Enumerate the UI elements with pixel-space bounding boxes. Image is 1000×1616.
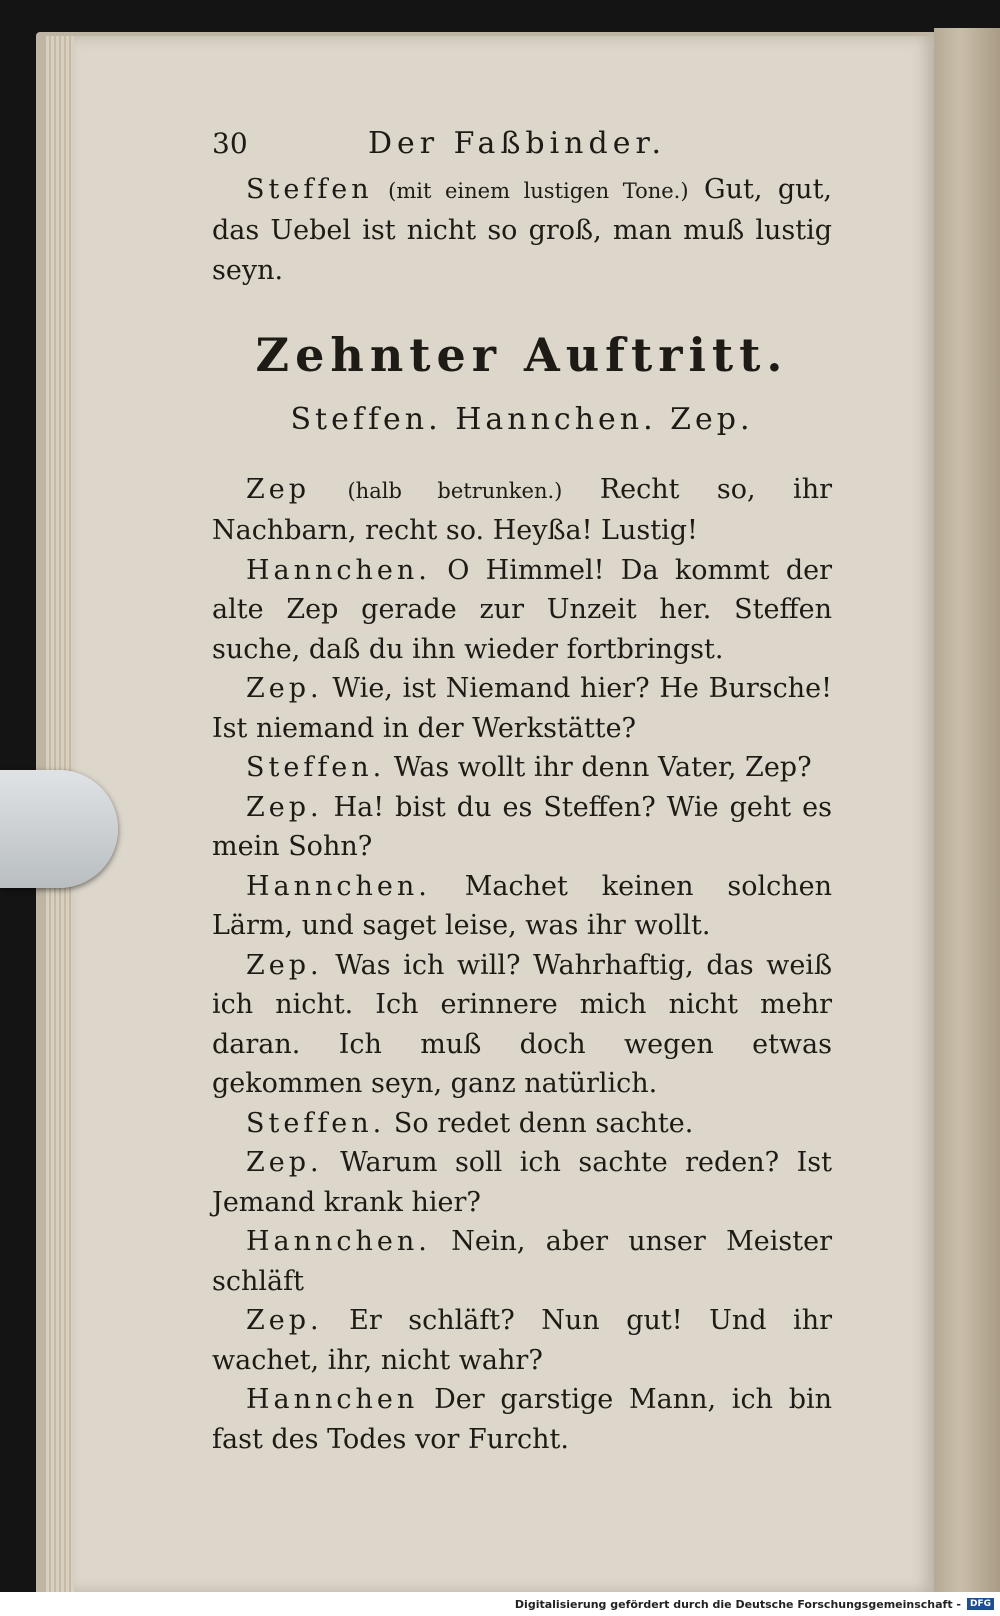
dialogue-text: Was ich will? Wahrhaftig, das weiß ich nicht. Ich erinnere mich nicht mehr daran. Ich muß doch wegen etwas gekommen seyn, ganz natürlich.: [212, 949, 832, 1099]
speaker-name: Steffen.: [246, 752, 386, 783]
dialogue-text: O Himmel! Da kommt der alte Zep gerade zur Unzeit her. Steffen suche, daß du ihn wieder fortbringst.: [212, 554, 832, 665]
speaker-name: Zep.: [246, 949, 323, 981]
dialogue-paragraph: [212, 669, 832, 748]
dialogue-paragraph: [212, 1143, 832, 1222]
speaker-name: Hannchen.: [246, 1226, 431, 1257]
dialogue-paragraph: [212, 1301, 832, 1380]
page-header: [212, 124, 832, 164]
speaker-name: Zep.: [246, 1305, 323, 1336]
dialogue-paragraph: [212, 867, 832, 946]
cast-list: Steffen. Hannchen. Zep.: [290, 402, 754, 437]
dialogue-text: Nein, aber unser Meister schläft: [212, 1226, 832, 1297]
speaker-name: Hannchen: [246, 1384, 419, 1415]
page-number: 30: [212, 127, 248, 160]
speaker-name: Zep.: [246, 673, 323, 704]
dfg-logo: DFG: [967, 1598, 994, 1610]
dialogue-text: Was wollt ihr denn Vater, Zep?: [393, 752, 812, 783]
stage-direction: (mit einem lustigen Tone.): [388, 178, 689, 203]
dialogue-text: So redet denn sachte.: [393, 1107, 694, 1139]
page-clip: [0, 770, 118, 888]
stage-direction: (halb betrunken.): [347, 478, 563, 503]
speaker-name: Zep: [246, 473, 311, 505]
dialogue-paragraph: [212, 1222, 832, 1301]
facing-page-strip: [934, 28, 1000, 1600]
footer-credit: Digitalisierung gefördert durch die Deutsche Forschungsgemeinschaft -: [514, 1597, 961, 1611]
scene-title: Zehnter Auftritt.: [255, 328, 789, 382]
dialogue-paragraph: [212, 170, 832, 291]
speaker-name: Hannchen.: [246, 554, 431, 586]
dialogue-text: Recht so, ihr Nachbarn, recht so. Heyßa! Lustig!: [212, 473, 832, 546]
dialogue-paragraph: [212, 748, 832, 788]
dialogue-paragraph: [212, 946, 832, 1104]
speaker-name: Steffen.: [246, 1107, 386, 1139]
dialogue-text: Warum soll ich sachte reden? Ist Jemand krank hier?: [212, 1147, 832, 1218]
dialogue-text: Er schläft? Nun gut! Und ihr wachet, ihr, nicht wahr?: [212, 1305, 832, 1376]
dialogue-paragraph: [212, 788, 832, 867]
dialogue-text: Der garstige Mann, ich bin fast des Todes vor Furcht.: [212, 1384, 832, 1455]
speaker-name: Hannchen.: [246, 870, 431, 902]
dialogue-text: Ha! bist du es Steffen? Wie geht es mein Sohn?: [212, 791, 832, 862]
dialogue-text: Machet keinen solchen Lärm, und saget leise, was ihr wollt.: [212, 870, 832, 941]
dialogue-text: Gut, gut, das Uebel ist nicht so groß, man muß lustig seyn.: [212, 173, 832, 286]
dialogue-paragraph: [212, 1380, 832, 1459]
page-text: [212, 124, 832, 1459]
dialogue-paragraph: [212, 551, 832, 670]
dialogue-text: Wie, ist Niemand hier? He Bursche! Ist niemand in der Werkstätte?: [212, 673, 832, 744]
dialogue-paragraph: [212, 470, 832, 551]
digitization-footer: [0, 1592, 1000, 1616]
running-head: Der Faßbinder.: [368, 126, 667, 161]
dialogue-paragraph: [212, 1104, 832, 1144]
speaker-name: Zep.: [246, 1147, 323, 1178]
speaker-name: Steffen: [246, 173, 373, 205]
speaker-name: Zep.: [246, 791, 323, 823]
